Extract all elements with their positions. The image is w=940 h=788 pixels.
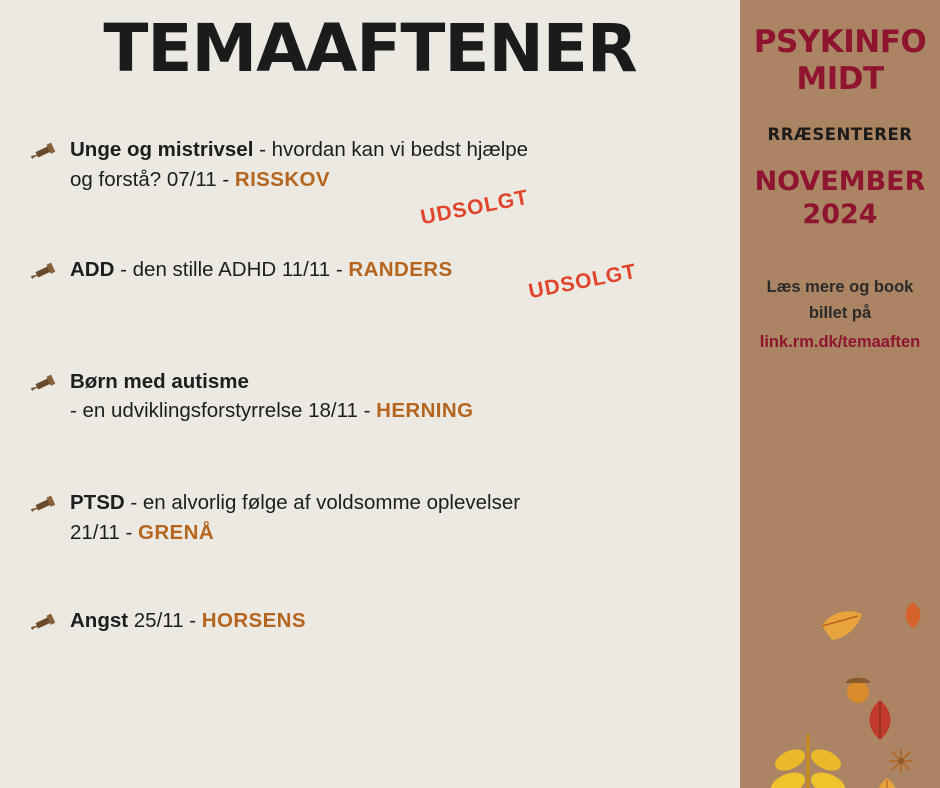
event-place: GRENÅ (138, 520, 215, 544)
leaf-icon (860, 698, 900, 742)
booking-info-line2: billet på (808, 303, 872, 322)
event-title: Angst (70, 608, 129, 632)
pushpin-icon (30, 608, 60, 636)
event-detail-2: 21/11 - (70, 520, 138, 544)
list-item[interactable] (30, 367, 740, 426)
event-list (0, 135, 740, 645)
event-place: RISSKOV (234, 168, 330, 192)
brand-name-line1: PSYKINFO (753, 24, 927, 60)
poster-sidebar (740, 0, 940, 788)
event-text (70, 135, 740, 230)
seed-pod-icon (888, 748, 914, 774)
pushpin-icon (30, 490, 60, 518)
event-place: HERNING (376, 399, 474, 423)
pushpin-icon (30, 369, 60, 397)
event-place: HORSENS (201, 608, 306, 632)
event-detail: - en alvorlig følge af voldsomme oplevelser (124, 491, 521, 515)
event-title: Unge og mistrivsel (70, 138, 254, 162)
event-detail-2: og forstå? 07/11 - (70, 168, 235, 192)
booking-link[interactable]: link.rm.dk/temaaften (759, 333, 921, 352)
event-detail-2: - en udviklingsforstyrrelse 18/11 - (70, 399, 377, 423)
event-title: ADD (70, 257, 115, 281)
leaf-icon (866, 776, 908, 788)
event-detail: - hvordan kan vi bedst hjælpe (253, 138, 529, 162)
event-text (70, 606, 740, 636)
status-badge: UDSOLGT (418, 185, 531, 230)
event-place: RANDERS (348, 257, 453, 281)
leaf-icon (900, 600, 926, 630)
event-text (70, 367, 740, 426)
status-badge: UDSOLGT (526, 259, 639, 303)
leaf-icon (818, 606, 868, 648)
pushpin-icon (30, 137, 60, 165)
list-item[interactable] (30, 606, 740, 646)
page-title: TEMAAFTENER (103, 10, 637, 87)
event-title: PTSD (70, 491, 125, 515)
event-detail: - den stille ADHD 11/11 - (114, 257, 349, 281)
leaf-icon (762, 726, 854, 788)
booking-info (748, 275, 932, 356)
list-item[interactable] (30, 135, 740, 230)
event-text (70, 255, 740, 303)
booking-info-line1: Læs mere og book (766, 277, 914, 296)
list-item[interactable] (30, 255, 740, 303)
acorn-icon (842, 670, 874, 704)
event-title: Børn med autisme (70, 369, 249, 393)
event-detail: 25/11 - (128, 608, 202, 632)
autumn-leaves-decoration (740, 458, 940, 788)
event-text (70, 488, 740, 547)
pushpin-icon (30, 257, 60, 285)
list-item[interactable] (30, 488, 740, 547)
year-label: 2024 (802, 198, 878, 230)
brand-name-line2: MIDT (796, 60, 884, 97)
month-label: NOVEMBER (754, 166, 926, 198)
presents-label: RRÆSENTERER (767, 125, 913, 145)
